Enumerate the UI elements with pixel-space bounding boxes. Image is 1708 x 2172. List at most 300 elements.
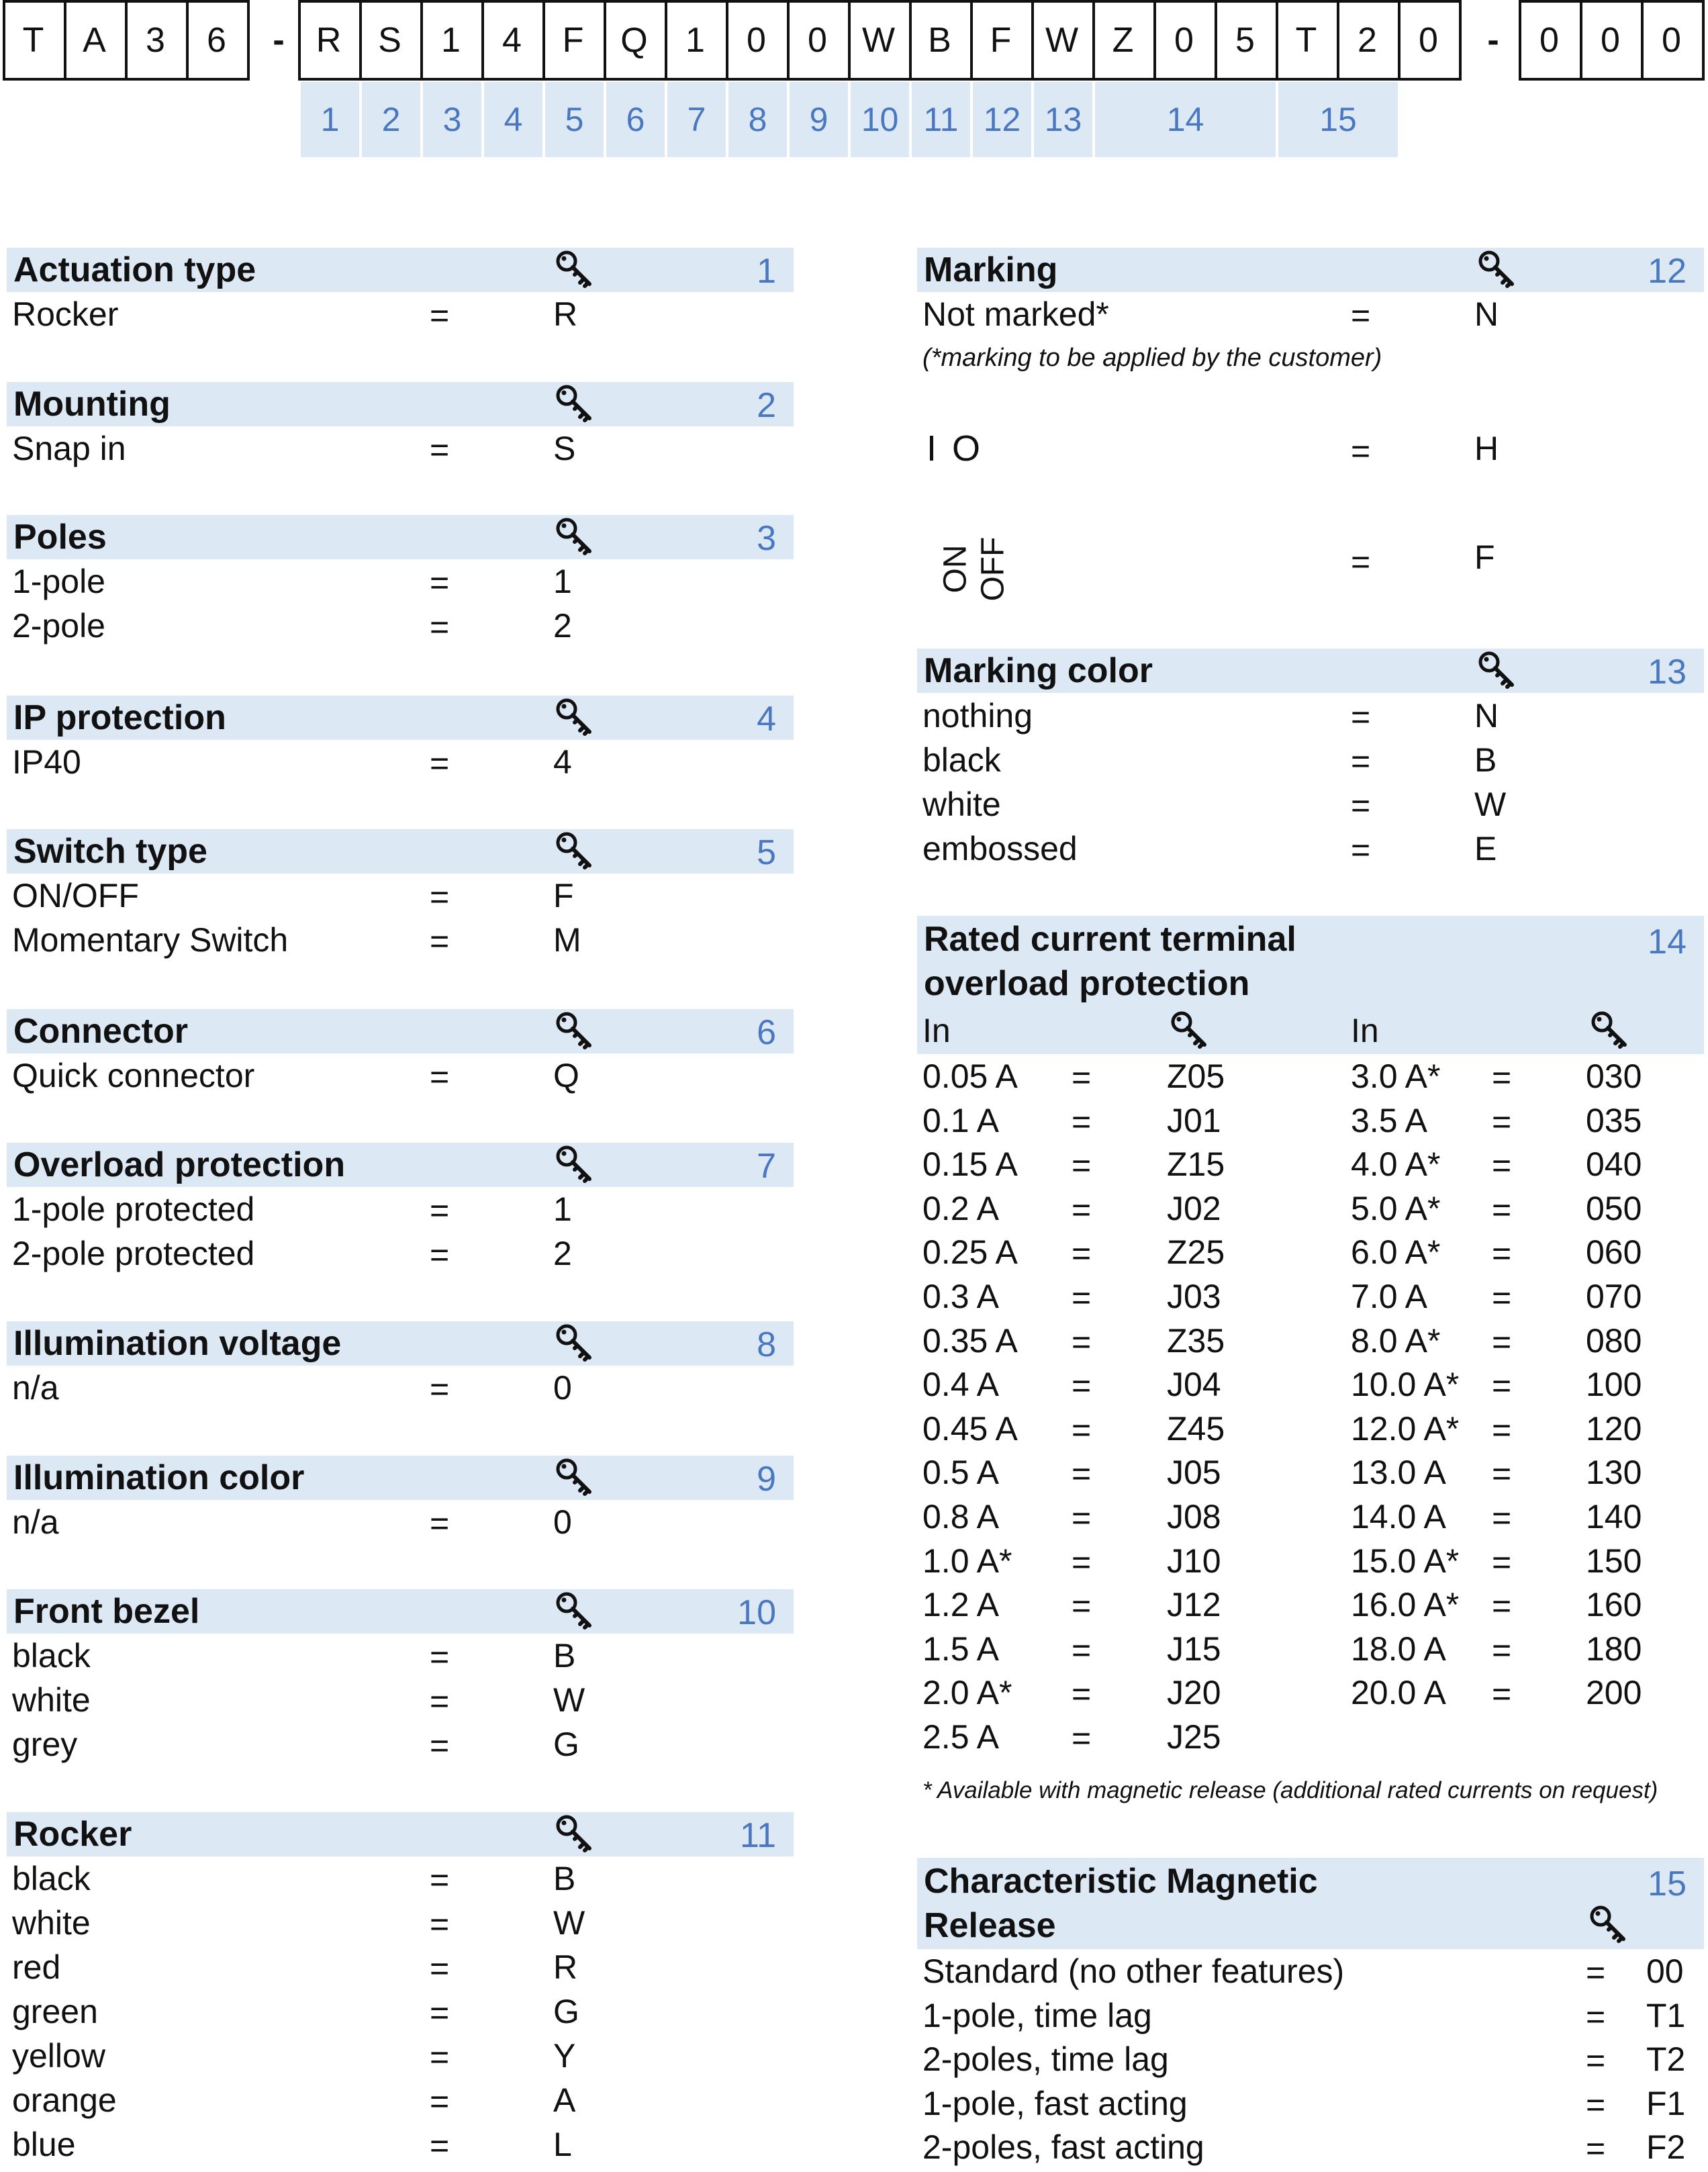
code-divider bbox=[186, 0, 189, 81]
code-char: 0 bbox=[808, 21, 827, 60]
equals-sign: = bbox=[430, 2127, 450, 2165]
column-header-in: In bbox=[922, 1012, 951, 1049]
position-number: 4 bbox=[484, 82, 542, 157]
code-divider bbox=[1337, 0, 1339, 81]
code-divider bbox=[970, 0, 973, 81]
option-code: M bbox=[553, 921, 581, 959]
rated-code: J15 bbox=[1167, 1630, 1221, 1668]
section-number: 3 bbox=[757, 519, 776, 558]
equals-sign: = bbox=[430, 297, 450, 334]
rated-code: 060 bbox=[1586, 1233, 1642, 1271]
equals-sign: = bbox=[1492, 1499, 1512, 1537]
position-number: 13 bbox=[1034, 82, 1092, 157]
code-char: 0 bbox=[1174, 21, 1194, 60]
rated-code: J02 bbox=[1167, 1190, 1221, 1227]
option-label: white bbox=[12, 1681, 91, 1719]
option-label: IP40 bbox=[12, 743, 81, 781]
key-icon bbox=[555, 516, 595, 557]
rated-current: 7.0 A bbox=[1351, 1278, 1427, 1315]
equals-sign: = bbox=[1072, 1587, 1092, 1625]
equals-sign: = bbox=[1492, 1279, 1512, 1317]
code-divider bbox=[665, 0, 667, 81]
section-header bbox=[7, 1143, 794, 1187]
equals-sign: = bbox=[430, 745, 450, 782]
section-title: Connector bbox=[13, 1012, 188, 1051]
section-number: 14 bbox=[1648, 923, 1687, 961]
section-number: 4 bbox=[757, 700, 776, 739]
rated-code: 100 bbox=[1586, 1366, 1642, 1403]
rated-current: 6.0 A* bbox=[1351, 1233, 1441, 1271]
option-label: Snap in bbox=[12, 430, 126, 467]
rated-current: 1.0 A* bbox=[922, 1542, 1012, 1580]
equals-sign: = bbox=[1492, 1323, 1512, 1361]
option-code: B bbox=[553, 1637, 576, 1674]
rated-code: Z05 bbox=[1167, 1057, 1225, 1095]
rated-code: Z25 bbox=[1167, 1233, 1225, 1271]
on-off-symbol bbox=[925, 530, 1011, 604]
option-label: Standard (no other features) bbox=[922, 1952, 1345, 1990]
option-label: green bbox=[12, 1993, 98, 2030]
code-divider bbox=[909, 0, 912, 81]
rated-current: 14.0 A bbox=[1351, 1498, 1446, 1536]
option-label: n/a bbox=[12, 1503, 59, 1541]
rated-current: 1.5 A bbox=[922, 1630, 999, 1668]
equals-sign: = bbox=[430, 1505, 450, 1542]
position-number: 10 bbox=[851, 82, 909, 157]
equals-sign: = bbox=[430, 1370, 450, 1408]
option-label: Quick connector bbox=[12, 1057, 255, 1094]
option-code: 0 bbox=[553, 1503, 572, 1541]
equals-sign: = bbox=[430, 1192, 450, 1229]
code-char: F bbox=[562, 21, 584, 60]
section-header bbox=[7, 1321, 794, 1366]
option-code: 1 bbox=[553, 1190, 572, 1228]
rated-code: J01 bbox=[1167, 1102, 1221, 1139]
key-icon bbox=[555, 1813, 595, 1854]
option-code: F1 bbox=[1646, 2085, 1686, 2122]
option-code: L bbox=[553, 2126, 572, 2163]
equals-sign: = bbox=[430, 1058, 450, 1096]
option-code: N bbox=[1474, 697, 1499, 735]
option-label: embossed bbox=[922, 830, 1078, 867]
equals-sign: = bbox=[1492, 1587, 1512, 1625]
key-icon bbox=[555, 1591, 595, 1631]
equals-sign: = bbox=[1072, 1544, 1092, 1581]
rated-code: 120 bbox=[1586, 1410, 1642, 1448]
position-number: 2 bbox=[362, 82, 420, 157]
code-char: Q bbox=[620, 21, 648, 60]
rated-code: 040 bbox=[1586, 1145, 1642, 1183]
equals-sign: = bbox=[1351, 432, 1371, 470]
equals-sign: = bbox=[1492, 1147, 1512, 1184]
rated-current: 5.0 A* bbox=[1351, 1190, 1441, 1227]
equals-sign: = bbox=[1586, 2130, 1606, 2167]
rated-code: Z15 bbox=[1167, 1145, 1225, 1183]
rated-current: 13.0 A bbox=[1351, 1454, 1446, 1491]
option-code: A bbox=[553, 2081, 576, 2119]
option-code: B bbox=[1474, 741, 1497, 779]
rated-code: J04 bbox=[1167, 1366, 1221, 1403]
code-char: 4 bbox=[502, 21, 522, 60]
code-divider bbox=[1641, 0, 1644, 81]
section-number: 11 bbox=[740, 1816, 776, 1855]
position-number: 11 bbox=[912, 82, 970, 157]
rated-current: 0.2 A bbox=[922, 1190, 999, 1227]
equals-sign: = bbox=[1586, 2086, 1606, 2124]
equals-sign: = bbox=[1492, 1675, 1512, 1713]
position-number: 15 bbox=[1278, 82, 1398, 157]
io-symbol: I O bbox=[927, 428, 984, 469]
rated-code: 150 bbox=[1586, 1542, 1642, 1580]
equals-sign: = bbox=[1072, 1411, 1092, 1449]
equals-sign: = bbox=[430, 608, 450, 646]
key-icon bbox=[1477, 249, 1517, 289]
equals-sign: = bbox=[1492, 1544, 1512, 1581]
position-number: 3 bbox=[423, 82, 481, 157]
position-number: 6 bbox=[606, 82, 665, 157]
rated-current: 15.0 A* bbox=[1351, 1542, 1460, 1580]
key-icon bbox=[555, 1144, 595, 1184]
option-code: B bbox=[553, 1860, 576, 1897]
position-number: 1 bbox=[301, 82, 359, 157]
position-number: 7 bbox=[667, 82, 726, 157]
code-char: W bbox=[861, 21, 896, 60]
rated-code: 130 bbox=[1586, 1454, 1642, 1491]
option-code: F bbox=[1474, 538, 1495, 576]
option-label: yellow bbox=[12, 2037, 105, 2075]
equals-sign: = bbox=[430, 1683, 450, 1720]
rated-code: 160 bbox=[1586, 1586, 1642, 1623]
code-separator: - bbox=[273, 21, 285, 60]
equals-sign: = bbox=[1351, 543, 1371, 581]
option-label: Not marked* bbox=[922, 295, 1109, 333]
rated-current: 2.0 A* bbox=[922, 1674, 1012, 1711]
equals-sign: = bbox=[1586, 1998, 1606, 2036]
rated-current: 0.1 A bbox=[922, 1102, 999, 1139]
rated-current: 0.45 A bbox=[922, 1410, 1018, 1448]
rated-current: 18.0 A bbox=[1351, 1630, 1446, 1668]
option-code: 2 bbox=[553, 1235, 572, 1272]
rated-current: 1.2 A bbox=[922, 1586, 999, 1623]
equals-sign: = bbox=[430, 1905, 450, 1943]
option-label: black bbox=[922, 741, 1001, 779]
equals-sign: = bbox=[1492, 1632, 1512, 1669]
code-char: T bbox=[1295, 21, 1317, 60]
key-icon bbox=[555, 1457, 595, 1497]
equals-sign: = bbox=[1072, 1323, 1092, 1361]
equals-sign: = bbox=[1351, 743, 1371, 780]
section-number: 15 bbox=[1648, 1864, 1687, 1903]
rated-current: 16.0 A* bbox=[1351, 1586, 1460, 1623]
key-icon bbox=[1170, 1010, 1210, 1050]
code-divider bbox=[481, 0, 484, 81]
code-char: 0 bbox=[1419, 21, 1438, 60]
code-divider bbox=[1276, 0, 1278, 81]
section-number: 5 bbox=[757, 833, 776, 872]
rated-current: 0.5 A bbox=[922, 1454, 999, 1491]
equals-sign: = bbox=[430, 1236, 450, 1274]
option-code: N bbox=[1474, 295, 1499, 333]
option-code: R bbox=[553, 1948, 578, 1986]
section-title: Release bbox=[924, 1906, 1056, 1945]
section-header bbox=[7, 515, 794, 559]
equals-sign: = bbox=[430, 1861, 450, 1899]
rated-code: 050 bbox=[1586, 1190, 1642, 1227]
option-code: G bbox=[553, 1993, 579, 2030]
section-header bbox=[7, 382, 794, 426]
section-title: Illumination voltage bbox=[13, 1324, 342, 1363]
rated-current: 0.3 A bbox=[922, 1278, 999, 1315]
option-code: S bbox=[553, 430, 576, 467]
rated-code: J12 bbox=[1167, 1586, 1221, 1623]
code-divider bbox=[604, 0, 606, 81]
code-divider bbox=[787, 0, 790, 81]
equals-sign: = bbox=[1492, 1411, 1512, 1449]
code-divider bbox=[64, 0, 66, 81]
section-header bbox=[7, 1812, 794, 1856]
option-label: red bbox=[12, 1948, 61, 1986]
rated-code: Z35 bbox=[1167, 1322, 1225, 1360]
code-char: 1 bbox=[685, 21, 705, 60]
marking-note: (*marking to be applied by the customer) bbox=[922, 344, 1382, 372]
equals-sign: = bbox=[1072, 1632, 1092, 1669]
key-icon bbox=[1588, 1904, 1629, 1944]
section-number: 8 bbox=[757, 1325, 776, 1364]
equals-sign: = bbox=[1072, 1235, 1092, 1272]
rated-current: 4.0 A* bbox=[1351, 1145, 1441, 1183]
equals-sign: = bbox=[430, 1950, 450, 1987]
on-symbol: ON bbox=[937, 545, 974, 594]
section-number: 9 bbox=[757, 1460, 776, 1499]
equals-sign: = bbox=[1351, 698, 1371, 736]
code-char: S bbox=[378, 21, 401, 60]
equals-sign: = bbox=[430, 1638, 450, 1676]
option-label: 2-poles, fast acting bbox=[922, 2128, 1204, 2166]
code-char: 0 bbox=[1601, 21, 1620, 60]
section-number: 10 bbox=[737, 1593, 776, 1632]
option-label: 1-pole bbox=[12, 563, 105, 600]
option-code: 2 bbox=[553, 607, 572, 645]
rated-current: 0.25 A bbox=[922, 1233, 1018, 1271]
code-divider bbox=[726, 0, 728, 81]
code-divider bbox=[1398, 0, 1401, 81]
code-char: 6 bbox=[207, 21, 226, 60]
section-title: overload protection bbox=[924, 964, 1250, 1003]
code-divider bbox=[542, 0, 545, 81]
code-divider bbox=[1153, 0, 1156, 81]
equals-sign: = bbox=[1072, 1191, 1092, 1229]
rated-current: 0.35 A bbox=[922, 1322, 1018, 1360]
option-label: 1-pole, time lag bbox=[922, 1997, 1152, 2034]
option-code: E bbox=[1474, 830, 1497, 867]
key-icon bbox=[1477, 650, 1517, 690]
option-code: F2 bbox=[1646, 2128, 1686, 2166]
section-number: 12 bbox=[1648, 252, 1687, 291]
key-icon bbox=[555, 697, 595, 737]
key-icon bbox=[555, 831, 595, 871]
code-char: 5 bbox=[1235, 21, 1255, 60]
position-number: 8 bbox=[728, 82, 787, 157]
code-char: B bbox=[928, 21, 951, 60]
code-divider bbox=[848, 0, 851, 81]
code-char: 2 bbox=[1358, 21, 1377, 60]
code-char: A bbox=[83, 21, 106, 60]
equals-sign: = bbox=[1492, 1455, 1512, 1493]
equals-sign: = bbox=[430, 1994, 450, 2032]
rated-current: 20.0 A bbox=[1351, 1674, 1446, 1711]
rated-current: 10.0 A* bbox=[1351, 1366, 1460, 1403]
off-symbol: OFF bbox=[975, 536, 1011, 602]
code-divider bbox=[359, 0, 362, 81]
option-label: blue bbox=[12, 2126, 76, 2163]
equals-sign: = bbox=[1492, 1103, 1512, 1141]
section-number: 2 bbox=[757, 386, 776, 425]
code-char: Z bbox=[1112, 21, 1134, 60]
equals-sign: = bbox=[1351, 831, 1371, 869]
code-char: R bbox=[316, 21, 342, 60]
option-code: F bbox=[553, 877, 574, 914]
option-code: Y bbox=[553, 2037, 576, 2075]
section-header bbox=[917, 649, 1704, 693]
column-header-in: In bbox=[1351, 1012, 1379, 1049]
key-icon bbox=[555, 249, 595, 289]
rated-code: J10 bbox=[1167, 1542, 1221, 1580]
code-divider bbox=[1580, 0, 1582, 81]
code-char: 0 bbox=[1662, 21, 1681, 60]
section-header bbox=[7, 1589, 794, 1634]
rated-current: 3.5 A bbox=[1351, 1102, 1427, 1139]
equals-sign: = bbox=[1072, 1147, 1092, 1184]
rated-code: 140 bbox=[1586, 1498, 1642, 1536]
section-header bbox=[7, 1456, 794, 1500]
code-char: 1 bbox=[441, 21, 461, 60]
equals-sign: = bbox=[1492, 1235, 1512, 1272]
equals-sign: = bbox=[1072, 1719, 1092, 1757]
option-label: Rocker bbox=[12, 295, 119, 333]
rated-code: J05 bbox=[1167, 1454, 1221, 1491]
rated-code: J20 bbox=[1167, 1674, 1221, 1711]
rated-current: 2.5 A bbox=[922, 1718, 999, 1756]
section-header bbox=[917, 1858, 1704, 1949]
section-title: Mounting bbox=[13, 385, 171, 424]
section-number: 7 bbox=[757, 1147, 776, 1186]
option-label: white bbox=[12, 1904, 91, 1942]
code-divider bbox=[1031, 0, 1034, 81]
option-code: 0 bbox=[553, 1369, 572, 1407]
section-number: 1 bbox=[757, 252, 776, 291]
equals-sign: = bbox=[1072, 1103, 1092, 1141]
section-title: Marking bbox=[924, 250, 1058, 289]
section-title: Poles bbox=[13, 518, 107, 557]
option-label: Momentary Switch bbox=[12, 921, 289, 959]
code-char: 0 bbox=[747, 21, 766, 60]
rated-current: 12.0 A* bbox=[1351, 1410, 1460, 1448]
rated-current: 0.15 A bbox=[922, 1145, 1018, 1183]
option-code: 1 bbox=[553, 563, 572, 600]
option-code: G bbox=[553, 1726, 579, 1763]
position-number: 14 bbox=[1095, 82, 1276, 157]
equals-sign: = bbox=[430, 2083, 450, 2120]
rated-code: Z45 bbox=[1167, 1410, 1225, 1448]
equals-sign: = bbox=[430, 564, 450, 602]
section-title: Actuation type bbox=[13, 250, 256, 289]
code-divider bbox=[1215, 0, 1217, 81]
option-label: grey bbox=[12, 1726, 78, 1763]
option-label: 2-poles, time lag bbox=[922, 2040, 1169, 2078]
option-label: nothing bbox=[922, 697, 1033, 735]
rated-code: J25 bbox=[1167, 1718, 1221, 1756]
equals-sign: = bbox=[430, 1727, 450, 1764]
equals-sign: = bbox=[1492, 1191, 1512, 1229]
equals-sign: = bbox=[1072, 1455, 1092, 1493]
rated-code: 030 bbox=[1586, 1057, 1642, 1095]
option-label: n/a bbox=[12, 1369, 59, 1407]
rated-code: 200 bbox=[1586, 1674, 1642, 1711]
rated-code: 180 bbox=[1586, 1630, 1642, 1668]
key-icon bbox=[555, 383, 595, 424]
code-divider bbox=[1092, 0, 1095, 81]
option-code: W bbox=[553, 1904, 585, 1942]
rated-code: J08 bbox=[1167, 1498, 1221, 1536]
code-char: 3 bbox=[146, 21, 165, 60]
option-label: white bbox=[922, 786, 1001, 823]
key-icon bbox=[555, 1323, 595, 1363]
key-icon bbox=[1590, 1010, 1630, 1050]
equals-sign: = bbox=[1586, 2042, 1606, 2079]
section-title: Rated current terminal bbox=[924, 920, 1296, 959]
option-code: 4 bbox=[553, 743, 572, 781]
equals-sign: = bbox=[1351, 787, 1371, 824]
equals-sign: = bbox=[1586, 1954, 1606, 1991]
option-code: 00 bbox=[1646, 1952, 1684, 1990]
option-label: black bbox=[12, 1637, 91, 1674]
section-title: Switch type bbox=[13, 832, 207, 871]
section-title: Illumination color bbox=[13, 1458, 305, 1497]
code-char: 0 bbox=[1539, 21, 1559, 60]
rated-code: J03 bbox=[1167, 1278, 1221, 1315]
option-label: black bbox=[12, 1860, 91, 1897]
rated-current: 0.05 A bbox=[922, 1057, 1018, 1095]
equals-sign: = bbox=[1072, 1279, 1092, 1317]
rated-current: 0.8 A bbox=[922, 1498, 999, 1536]
section-title: Front bezel bbox=[13, 1592, 200, 1631]
section-number: 6 bbox=[757, 1013, 776, 1052]
equals-sign: = bbox=[430, 431, 450, 469]
rated-current: 8.0 A* bbox=[1351, 1322, 1441, 1360]
rated-footnote: * Available with magnetic release (additional rated currents on request) bbox=[922, 1777, 1658, 1803]
position-number: 12 bbox=[973, 82, 1031, 157]
section-header bbox=[7, 829, 794, 873]
option-code: W bbox=[1474, 786, 1507, 823]
section-title: Characteristic Magnetic bbox=[924, 1862, 1318, 1901]
rated-current: 3.0 A* bbox=[1351, 1057, 1441, 1095]
position-number: 9 bbox=[790, 82, 848, 157]
section-header bbox=[917, 916, 1704, 1054]
option-label: 1-pole, fast acting bbox=[922, 2085, 1188, 2122]
option-label: 2-pole protected bbox=[12, 1235, 255, 1272]
option-label: ON/OFF bbox=[12, 877, 139, 914]
option-code: W bbox=[553, 1681, 585, 1719]
section-title: IP protection bbox=[13, 698, 226, 737]
equals-sign: = bbox=[1072, 1675, 1092, 1713]
section-title: Rocker bbox=[13, 1815, 132, 1854]
code-char: T bbox=[22, 21, 44, 60]
section-title: Marking color bbox=[924, 651, 1153, 690]
equals-sign: = bbox=[1351, 297, 1371, 334]
option-code: H bbox=[1474, 430, 1499, 467]
equals-sign: = bbox=[430, 2038, 450, 2076]
section-header bbox=[917, 248, 1704, 292]
